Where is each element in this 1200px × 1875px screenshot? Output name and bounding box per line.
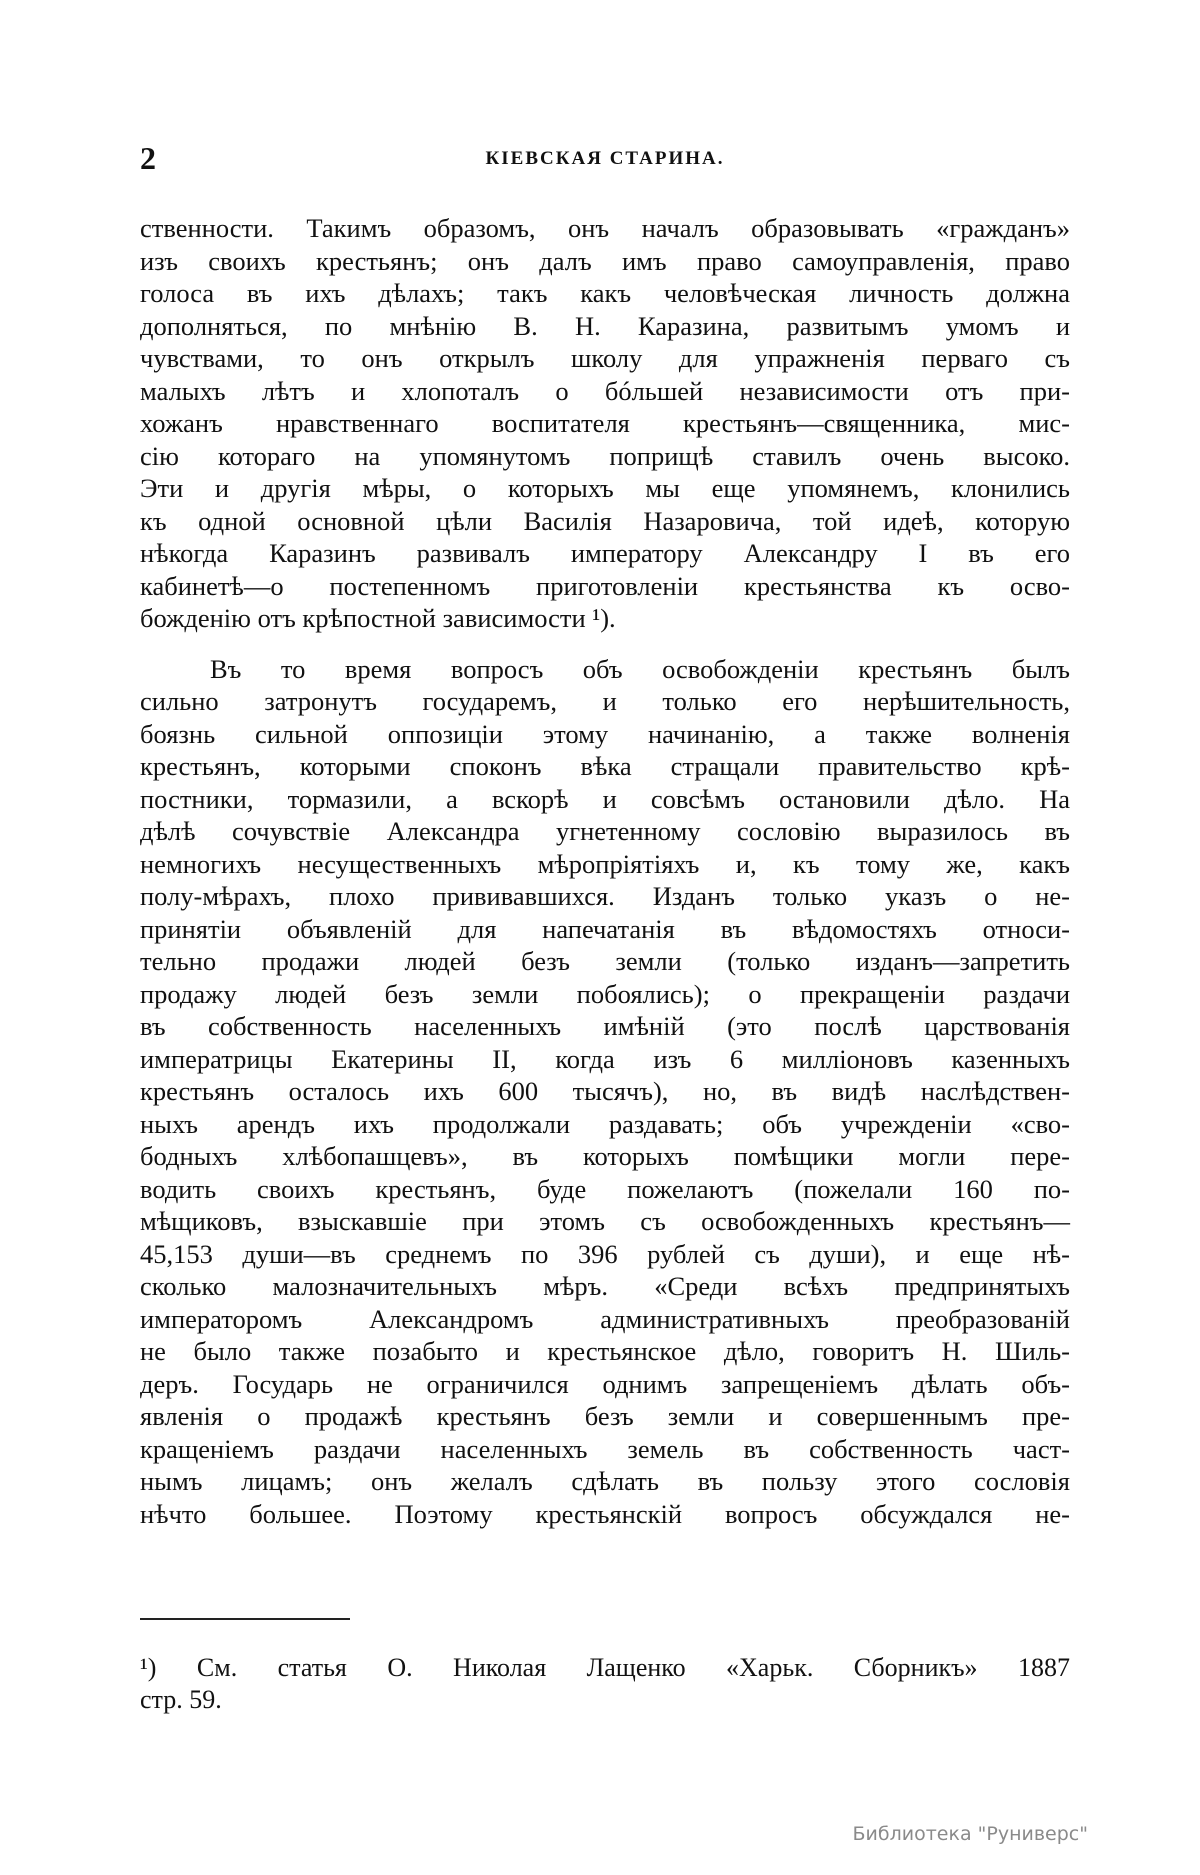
- text-line: дополняться, по мнѣнію В. Н. Каразина, развитымъ умомъ и: [140, 310, 1070, 341]
- text-line: тельно продажи людей безъ земли (только изданъ—запретить: [140, 946, 1070, 976]
- text-line: нѣчто большее. Поэтому крестьянскій вопросъ обсуждался не-: [140, 1498, 1070, 1529]
- text-line: чувствами, то онъ открылъ школу для упражненія перваго съ: [140, 343, 1070, 373]
- text-line: къ одной основной цѣли Василія Назаровича, той идеѣ, которую: [140, 505, 1070, 536]
- text-line: изъ своихъ крестьянъ; онъ далъ имъ право самоуправленія, право: [140, 245, 1070, 276]
- text-line: Эти и другія мѣры, о которыхъ мы еще упомянемъ, клонились: [140, 473, 1070, 503]
- text-line: бодныхъ хлѣбопашцевъ», въ которыхъ помѣщики могли пере-: [140, 1141, 1070, 1171]
- text-line: кращеніемъ раздачи населенныхъ земель въ собственность част-: [140, 1433, 1070, 1464]
- text-line: водить своихъ крестьянъ, буде пожелаютъ (пожелали 160 по-: [140, 1173, 1070, 1204]
- text-line: сколько малозначительныхъ мѣръ. «Среди всѣхъ предпринятыхъ: [140, 1271, 1070, 1301]
- text-line: голоса въ ихъ дѣлахъ; такъ какъ человѣческая личность должна: [140, 278, 1070, 308]
- text-line: нымъ лицамъ; онъ желалъ сдѣлать въ пользу этого сословія: [140, 1466, 1070, 1496]
- text-line: нѣкогда Каразинъ развивалъ императору Александру I въ его: [140, 538, 1070, 568]
- footnote-line: ¹) См. статья О. Николая Лащенко «Харьк. Сборникъ» 1887: [140, 1653, 1070, 1682]
- footnote-line: стр. 59.: [140, 1685, 222, 1714]
- footnote: [140, 1652, 1070, 1716]
- paragraph-1: [140, 212, 1070, 635]
- page-number: 2: [140, 140, 156, 176]
- text-line: ственности. Такимъ образомъ, онъ началъ образовывать «гражданъ»: [140, 213, 1070, 243]
- text-line: дѣлѣ сочувствіе Александра угнетенному сословію выразилось въ: [140, 816, 1070, 846]
- text-line: малыхъ лѣтъ и хлопоталъ о бóльшей независимости отъ при-: [140, 375, 1070, 406]
- text-line: божденію отъ крѣпостной зависимости ¹).: [140, 603, 616, 633]
- footnote-divider: [140, 1618, 350, 1620]
- text-line: деръ. Государь не ограничился однимъ запрещеніемъ дѣлать объ-: [140, 1368, 1070, 1399]
- text-line: сильно затронутъ государемъ, и только его нерѣшительность,: [140, 686, 1070, 716]
- text-line: мѣщиковъ, взыскавшіе при этомъ съ освобожденныхъ крестьянъ—: [140, 1206, 1070, 1236]
- text-line: ныхъ арендъ ихъ продолжали раздавать; объ учрежденіи «сво-: [140, 1108, 1070, 1139]
- text-line: Въ то время вопросъ объ освобожденіи крестьянъ былъ: [210, 653, 1070, 684]
- text-line: 45,153 души—въ среднемъ по 396 рублей съ души), и еще нѣ-: [140, 1238, 1070, 1269]
- text-line: императрицы Екатерины II, когда изъ 6 милліоновъ казенныхъ: [140, 1043, 1070, 1074]
- text-line: явленія о продажѣ крестьянъ безъ земли и совершеннымъ пре-: [140, 1401, 1070, 1431]
- text-line: кабинетѣ—о постепенномъ приготовленіи крестьянства къ осво-: [140, 570, 1070, 601]
- text-line: сію котораго на упомянутомъ поприщѣ ставилъ очень высоко.: [140, 440, 1070, 471]
- library-watermark: Библиотека "Руниверс": [852, 1823, 1088, 1845]
- text-line: боязнь сильной оппозиціи этому начинанію, а также волненія: [140, 718, 1070, 749]
- text-line: хожанъ нравственнаго воспитателя крестьянъ—священника, мис-: [140, 408, 1070, 438]
- body-text: [140, 212, 1070, 1530]
- text-line: принятіи объявленій для напечатанія въ вѣдомостяхъ относи-: [140, 913, 1070, 944]
- text-line: императоромъ Александромъ административныхъ преобразованій: [140, 1303, 1070, 1334]
- running-title: КІЕВСКАЯ СТАРИНА.: [485, 148, 725, 169]
- text-line: крестьянъ осталось ихъ 600 тысячъ), но, въ видѣ наслѣдствен-: [140, 1076, 1070, 1106]
- paragraph-2: [140, 653, 1070, 1531]
- text-line: въ собственность населенныхъ имѣній (это послѣ царствованія: [140, 1011, 1070, 1041]
- page-header: [140, 140, 1070, 180]
- text-line: полу-мѣрахъ, плохо прививавшихся. Изданъ только указъ о не-: [140, 881, 1070, 911]
- text-line: не было также позабыто и крестьянское дѣло, говоритъ Н. Шиль-: [140, 1336, 1070, 1366]
- text-line: немногихъ несущественныхъ мѣропріятіяхъ и, къ тому же, какъ: [140, 848, 1070, 879]
- text-line: постники, тормазили, а вскорѣ и совсѣмъ остановили дѣло. На: [140, 783, 1070, 814]
- text-line: продажу людей безъ земли побоялись); о прекращеніи раздачи: [140, 978, 1070, 1009]
- text-line: крестьянъ, которыми споконъ вѣка стращали правительство крѣ-: [140, 751, 1070, 781]
